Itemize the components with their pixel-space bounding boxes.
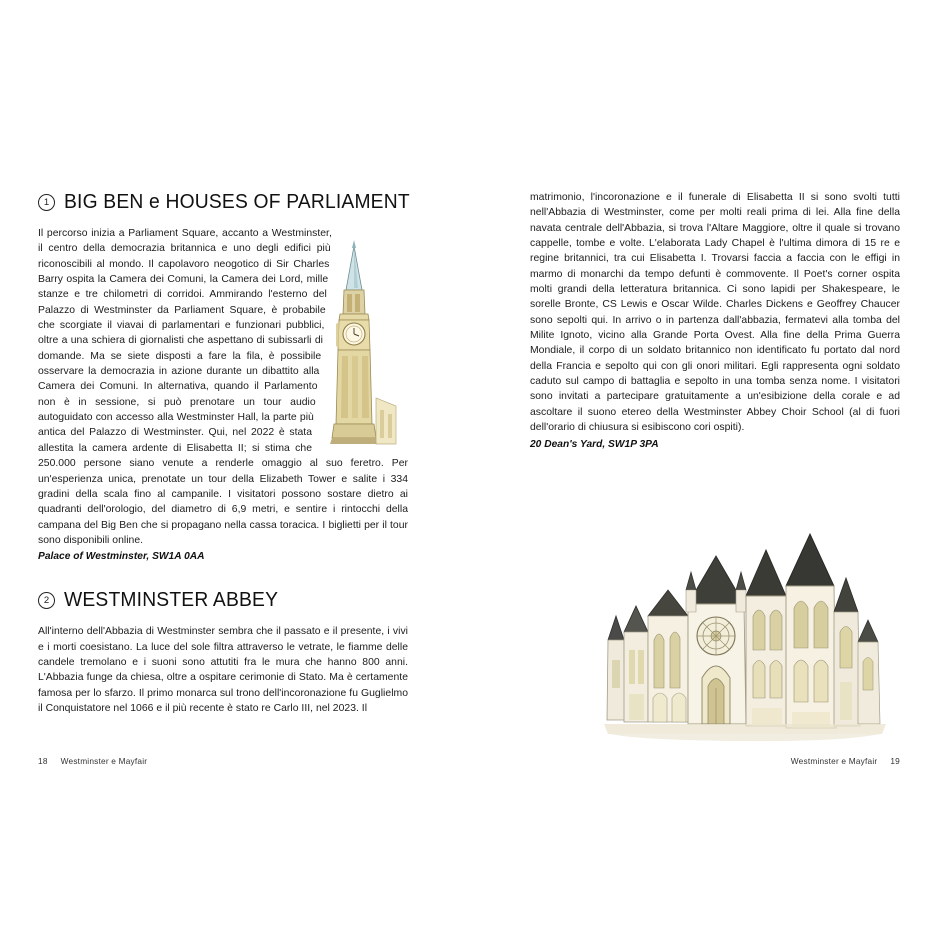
chapter-name-left: Westminster e Mayfair	[60, 756, 148, 766]
section-body-continued: matrimonio, l'incoronazione e il funerale di Elisabetta II si sono svolti tutti nell'Abbazia di Westminster, come per molti reali prima di lei. Alla fine della navata centrale dell'Abbazia, si trova l'Altare Maggiore, oltre il quale si trovano cappelle, tombe e volte. L'elaborata Lady Chapel è l'ultima dimora di 15 re e regine britannici, tra cui Elisabetta I. Trovarsi faccia a faccia con le effigi in marmo di monarchi da tempo defunti è commovente. Il Poet's corner ospita molti grandi della letteratura britannica. Ci sono lapidi per Shakespeare, le sorelle Bronte, CS Lewis e Oscar Wilde. Charles Dickens e Geoffrey Chaucer sono sepolti qui. In arrivo o in partenza dall'abbazia, fermatevi alla tomba del Milite Ignoto, vicino alla Grande Porta Ovest. Alla fine della Prima Guerra Mondiale, il corpo di un soldato britannico non identificato fu portato dal nord della Francia e sepolto qui con gli onori militari. Egli rappresenta ogni soldato caduto sul campo di battaglia e sepolto in una tomba senza nome. I visitatori sono invitati a partecipare gratuitamente a un'esibizione della corale e ad ascoltare il suono etereo della Westminster Abbey Choir School (al di fuori dell'orario di chiusura si esibiscono cori ospiti).	[530, 192, 900, 434]
big-ben-paragraph-wrapper	[38, 226, 408, 548]
section-body-westminster-abbey: All'interno dell'Abbazia di Westminster sembra che il passato e il presente, i vivi e i morti coesistano. La luce del sole filtra attraverso le vetrate, le fiamme delle candele tremolano e i suoni sono attutiti fra le mura che hanno 800 anni. L'Abbazia funge da chiesa, oltre a ospitare cerimonie di Stato. Ma è certamente famosa per lo sfarzo. Il primo monarca sul trono dell'incoronazione fu Guglielmo il Conquistatore nel 1066 e il più recente è stato re Carlo III, nel 2023. Il	[38, 626, 408, 714]
section-address-big-ben: Palace of Westminster, SW1A 0AA	[38, 551, 205, 563]
page-title: BIG BEN e HOUSES OF PARLIAMENT	[64, 190, 410, 213]
right-page	[530, 190, 900, 450]
footer-left	[38, 756, 147, 766]
section-address-westminster-abbey: 20 Dean's Yard, SW1P 3PA	[530, 438, 659, 450]
section-number-badge: 2	[38, 592, 55, 609]
section-title-westminster-abbey: WESTMINSTER ABBEY	[64, 588, 279, 612]
section-heading-westminster-abbey	[38, 588, 408, 612]
section-spacer	[38, 562, 408, 588]
page-number-right: 19	[890, 756, 900, 766]
section-number-badge: 1	[38, 194, 55, 211]
section-heading-big-ben	[38, 190, 408, 214]
westminster-abbey-illustration	[590, 520, 910, 760]
section-body-big-ben: Il percorso inizia a Parliament Square, accanto a Westminster, il centro della democrazia britannica e uno degli edifici più riconoscibili al mondo. Il capolavoro neogotico di Sir Charles Barry ospita la Camera dei Comuni, la Camera dei Lord, mille stanze e tre chilometri di corridoi. Ammirando l'esterno del Palazzo di Westminster da Parliament Square, è probabile che scorgiate il viavai di parlamentari e funzionari pubblici, oltre a una schiera di giornalisti che aspettano di subissarli di domande. Ma se siete disposti a fare la fila, è possibile osservare la democrazia in azione durante un dibattito alla Camera dei Comuni. In alternativa, quando il Parlamento non è in sessione, si può prenotare un tour audio autoguidato con accesso alla Westminster Hall, la parte più antica del Palazzo di Westminster. Qui, nel 2022 è stata allestita la camera ardente di Elisabetta II; si stima che 250.000 persone siano venute a renderle omaggio al suo feretro. Per un'esperienza unica, prenotate un tour della Elizabeth Tower e salite i 334 gradini della scala fino al campanile. I visitatori possono sostare dietro ai quadranti dell'orologio, del diametro di 6,9 metri, e sentire i rintocchi della campana del Big Ben che si propagano nella cassa toracica. I biglietti per il tour sono disponibili online.	[38, 228, 408, 546]
chapter-name-right: Westminster e Mayfair	[790, 756, 878, 766]
big-ben-text-wrap-spacer	[316, 226, 408, 441]
page-number-left: 18	[38, 756, 48, 766]
footer-right	[791, 756, 900, 766]
left-page	[38, 190, 408, 716]
